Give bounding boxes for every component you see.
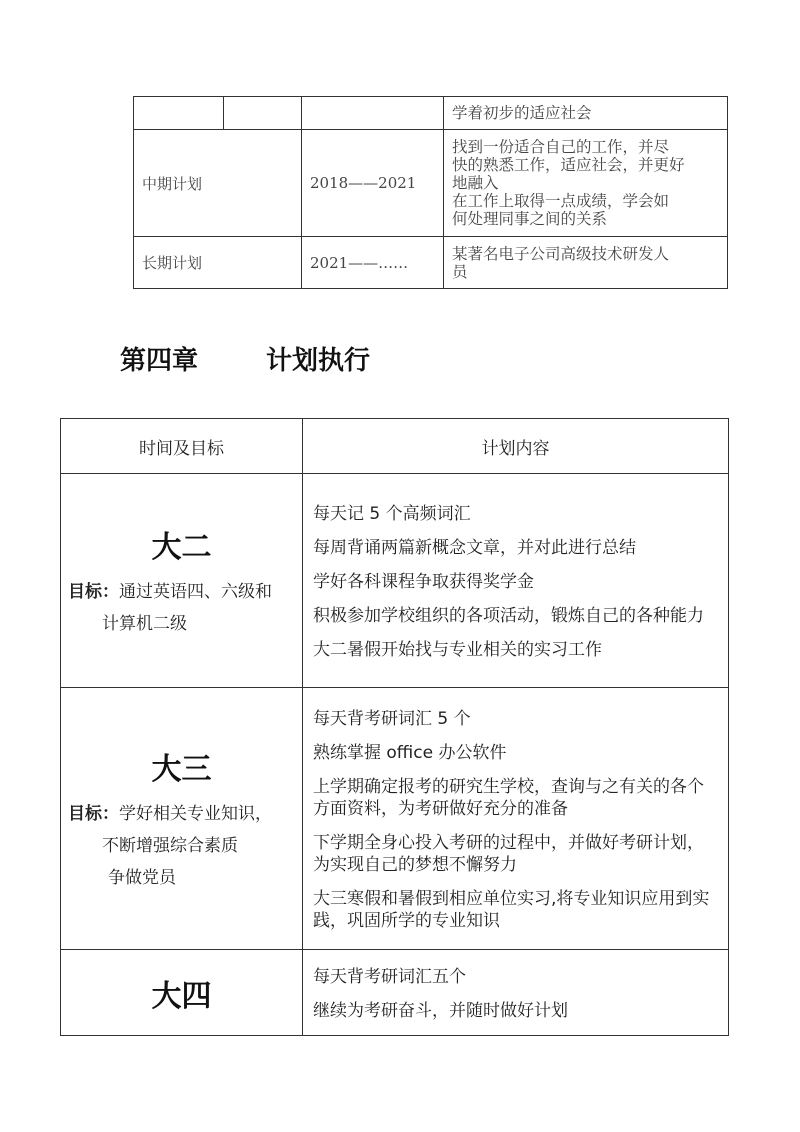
plan-content-line: 在工作上取得一点成绩，学会如 bbox=[452, 192, 670, 210]
year-label: 大三 bbox=[151, 751, 212, 787]
goal-line: 计算机二级 bbox=[102, 613, 187, 634]
year-goal-cell bbox=[61, 474, 303, 688]
goal-text bbox=[62, 576, 301, 640]
plan-period-cell: 2021——…… bbox=[302, 237, 444, 289]
plan-content-line: 某著名电子公司高级技术研发人 bbox=[452, 244, 670, 263]
plan-item: 熟练掌握 office 办公软件 bbox=[313, 742, 507, 763]
plan-execution-table bbox=[60, 418, 729, 1036]
goal-text bbox=[62, 798, 301, 894]
table-cell bbox=[302, 97, 444, 130]
plan-item: 每天背考研词汇五个 bbox=[313, 966, 466, 987]
header-time-goal: 时间及目标 bbox=[61, 419, 303, 474]
plan-label-cell: 中期计划 bbox=[134, 130, 302, 237]
plan-item: 继续为考研奋斗，并随时做好计划 bbox=[313, 1000, 568, 1021]
year-goal-cell bbox=[61, 950, 303, 1036]
chapter-number: 第四章 bbox=[120, 346, 199, 376]
plan-item: 学好各科课程争取获得奖学金 bbox=[313, 571, 534, 592]
chapter-title: 计划执行 bbox=[266, 346, 371, 376]
table-row bbox=[61, 950, 729, 1036]
plan-item: 大二暑假开始找与专业相关的实习工作 bbox=[313, 639, 602, 660]
goal-line: 争做党员 bbox=[108, 867, 176, 888]
table-header-row bbox=[61, 419, 729, 474]
plan-label-cell: 长期计划 bbox=[134, 237, 302, 289]
plan-item: 每天记 5 个高频词汇 bbox=[313, 503, 471, 524]
table-row bbox=[134, 97, 728, 130]
plan-content-cell bbox=[444, 130, 728, 237]
goal-line: 学好相关专业知识， bbox=[119, 803, 272, 824]
plan-item: 每周背诵两篇新概念文章，并对此进行总结 bbox=[313, 537, 636, 558]
career-plan-table bbox=[133, 96, 728, 289]
chapter-heading bbox=[120, 340, 370, 377]
goal-label: 目标： bbox=[68, 581, 119, 602]
table-cell bbox=[224, 97, 302, 130]
table-row bbox=[61, 474, 729, 688]
plan-item: 积极参加学校组织的各项活动，锻炼自己的各种能力 bbox=[313, 605, 704, 626]
plan-item: 每天背考研词汇 5 个 bbox=[313, 708, 471, 729]
plan-items-cell bbox=[303, 950, 729, 1036]
plan-content-cell bbox=[444, 97, 728, 130]
plan-content-line: 员 bbox=[452, 262, 468, 281]
goal-label: 目标： bbox=[68, 803, 119, 824]
plan-item: 下学期全身心投入考研的过程中，并做好考研计划，为实现自己的梦想不懈努力 bbox=[313, 832, 704, 875]
table-row bbox=[134, 237, 728, 289]
plan-content-line: 快的熟悉工作，适应社会，并更好 bbox=[452, 156, 685, 174]
year-label: 大二 bbox=[151, 529, 212, 565]
plan-content-line: 何处理同事之间的关系 bbox=[452, 210, 608, 228]
plan-items-cell bbox=[303, 688, 729, 950]
year-label: 大四 bbox=[151, 978, 212, 1014]
goal-line: 通过英语四、六级和 bbox=[119, 581, 272, 602]
plan-content-cell bbox=[444, 237, 728, 289]
goal-line: 不断增强综合素质 bbox=[102, 835, 238, 856]
table-cell bbox=[134, 97, 224, 130]
plan-content-line: 地融入 bbox=[452, 174, 499, 192]
year-goal-cell bbox=[61, 688, 303, 950]
table-row bbox=[134, 130, 728, 237]
header-plan-content: 计划内容 bbox=[303, 419, 729, 474]
plan-item: 上学期确定报考的研究生学校，查询与之有关的各个方面资料，为考研做好充分的准备 bbox=[313, 776, 704, 819]
table-row bbox=[61, 688, 729, 950]
plan-content-text: 学着初步的适应社会 bbox=[452, 104, 592, 122]
plan-items-cell bbox=[303, 474, 729, 688]
plan-period-cell: 2018——2021 bbox=[302, 130, 444, 237]
plan-item: 大三寒假和暑假到相应单位实习,将专业知识应用到实践，巩固所学的专业知识 bbox=[313, 888, 710, 931]
plan-content-line: 找到一份适合自己的工作，并尽 bbox=[452, 138, 670, 156]
